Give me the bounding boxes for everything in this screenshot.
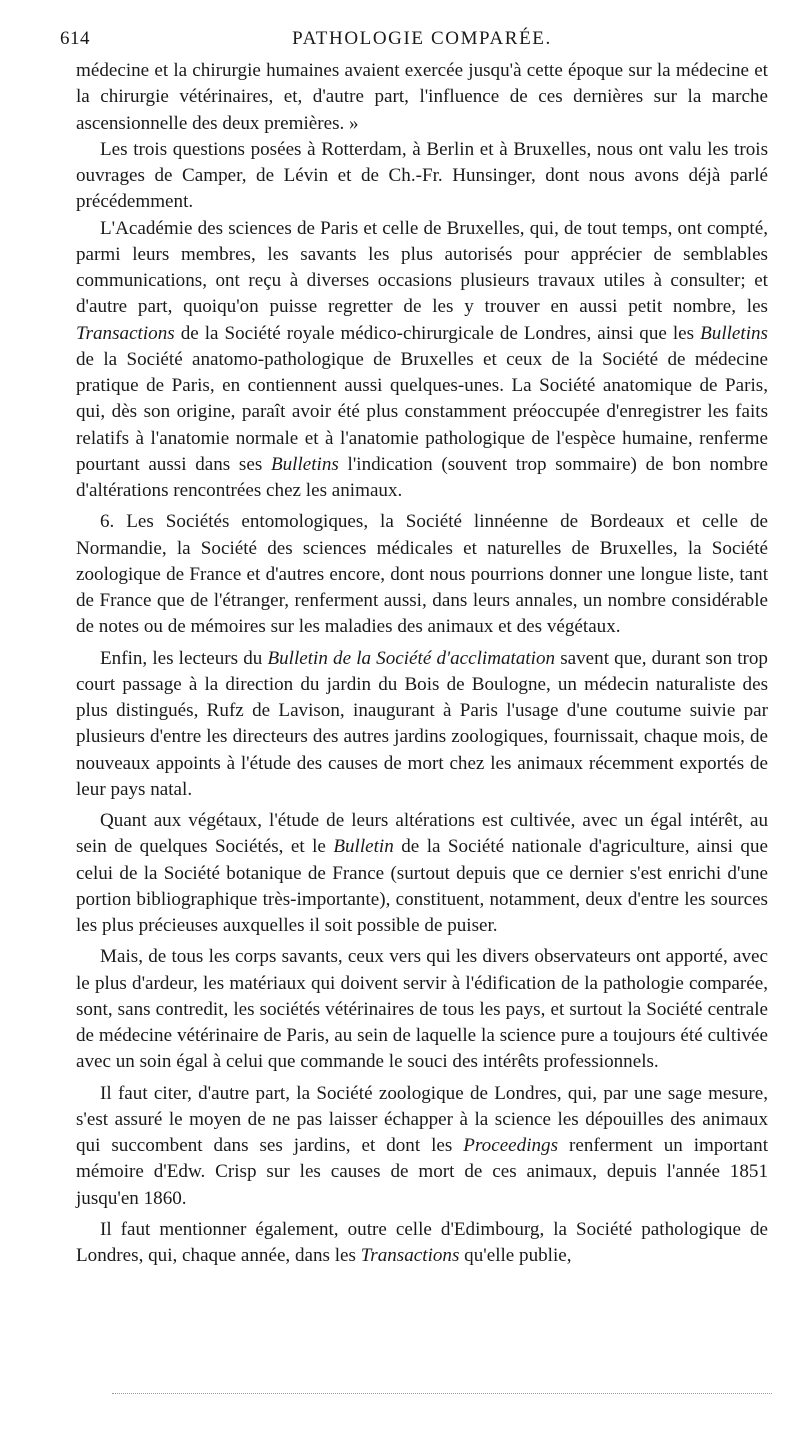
text-run: Quant aux végétaux, l'étude de leurs altérations est cultivée, avec un égal intérêt, au sein de quelques Sociétés, et le bbox=[76, 810, 768, 858]
paragraph bbox=[76, 646, 768, 804]
text-run: 6. Les Sociétés entomologiques, la Société linnéenne de Bordeaux et celle de Normandie, la Société des sciences médicales et naturelles de Bruxelles, la Société zoologique de France et d'autres encore, dont nous pourrions donner une longue liste, tant de France que de l'étranger, renferment aussi, dans leurs annales, un nombre considérable de notes ou de mémoires sur les maladies des animaux et des végétaux. bbox=[76, 511, 768, 638]
text-run: l'indication (souvent trop sommaire) de bon nombre d'altérations rencontrées chez les animaux. bbox=[76, 453, 768, 501]
italic-title: Bulletin bbox=[333, 836, 394, 858]
footer-dotted-rule bbox=[112, 1393, 772, 1394]
text-run: Enfin, les lecteurs du bbox=[100, 647, 268, 669]
text-run: Il faut citer, d'autre part, la Société zoologique de Londres, qui, par une sage mesure, s'est assuré le moyen de ne pas laisser échapper à la science les dépouilles des animaux qui succombent dans ses jardins, et dont les bbox=[76, 1082, 768, 1156]
text-run: L'Académie des sciences de Paris et celle de Bruxelles, qui, de tout temps, ont compté, parmi leurs membres, les savants les plus autorisés pour apprécier de semblables communications, ont reçu à diverses occasions plusieurs travaux utiles à consulter; et d'autre part, quoiqu'on puisse regretter de les y trouver en aussi petit nombre, les bbox=[76, 217, 768, 318]
paragraph bbox=[76, 808, 768, 939]
paragraph bbox=[76, 58, 768, 137]
paragraph bbox=[76, 509, 768, 640]
italic-title: Bulletin de la Société d'acclimatation bbox=[267, 647, 556, 669]
text-run: Mais, de tous les corps savants, ceux vers qui les divers observateurs ont apporté, avec le plus d'ardeur, les matériaux qui doivent servir à l'édification de la pathologie comparée, sont, sans contredit, les sociétés vétérinaires de tous les pays, et surtout la Société centrale de médecine vétérinaire de Paris, au sein de laquelle la science pure a toujours été cultivée avec un soin égal à celui que commande le souci des intérêts professionnels. bbox=[76, 946, 768, 1073]
paragraph bbox=[76, 944, 768, 1075]
italic-title: Bulletins bbox=[270, 453, 339, 475]
text-run: Il faut mentionner également, outre celle d'Edimbourg, la Société pathologique de Londres, qui, chaque année, dans les bbox=[76, 1218, 768, 1266]
text-run: renferment un important mémoire d'Edw. Crisp sur les causes de mort de ces animaux, depuis l'année 1851 jusqu'en 1860. bbox=[76, 1135, 768, 1209]
text-run: de la Société royale médico-chirurgicale de Londres, ainsi que les bbox=[174, 322, 701, 344]
text-run: de la Société nationale d'agriculture, ainsi que celui de la Société botanique de France (surtout depuis que ce dernier s'est enrichi d'une portion bibliographique très-importante), constituent, notamment, deux d'entre les sources les plus précieuses auxquelles il soit possible de puiser. bbox=[76, 836, 768, 936]
paragraph bbox=[76, 137, 768, 216]
page-number: 614 bbox=[60, 28, 90, 49]
italic-title: Bulletins bbox=[700, 322, 768, 344]
text-run: savent que, durant son trop court passage à la direction du jardin du Bois de Boulogne, un médecin naturaliste des plus distingués, Rufz de Lavison, inaugurant à Paris l'usage d'une coutume suivie par plusieurs d'entre les directeurs des autres jardins zoologiques, fournissait, chaque mois, de nouveaux appoints à l'étude des causes de mort chez les animaux récemment exportés de leur pays natal. bbox=[76, 647, 768, 800]
document-page bbox=[60, 28, 768, 1269]
italic-title: Proceedings bbox=[463, 1135, 559, 1156]
italic-title: Transactions bbox=[360, 1245, 460, 1266]
text-run: Les trois questions posées à Rotterdam, à Berlin et à Bruxelles, nous ont valu les trois ouvrages de Camper, de Lévin et de Ch.-Fr. Hunsinger, dont nous avons déjà parlé précédemment. bbox=[76, 138, 768, 213]
italic-title: Transactions bbox=[76, 322, 175, 344]
body-text bbox=[76, 58, 768, 1269]
page-header bbox=[60, 28, 768, 58]
running-title: PATHOLOGIE COMPARÉE. bbox=[292, 28, 552, 49]
text-run: de la Société anatomo-pathologique de Bruxelles et ceux de la Société de médecine pratique de Paris, en contiennent aussi quelques-unes. La Société anatomique de Paris, qui, dès son origine, paraît avoir été plus constamment préoccupée d'enregistrer les faits relatifs à l'anatomie normale et à l'anatomie pathologique de l'espèce humaine, renferme pourtant aussi dans ses bbox=[76, 348, 768, 475]
text-run: qu'elle publie, bbox=[459, 1245, 572, 1266]
paragraph bbox=[76, 1081, 768, 1212]
paragraph bbox=[76, 1217, 768, 1270]
text-run: médecine et la chirurgie humaines avaient exercée jusqu'à cette époque sur la médecine et la chirurgie vétérinaires, et, d'autre part, l'influence de ces dernières sur la marche ascensionnelle des deux premières. » bbox=[76, 60, 768, 134]
paragraph bbox=[76, 216, 768, 505]
